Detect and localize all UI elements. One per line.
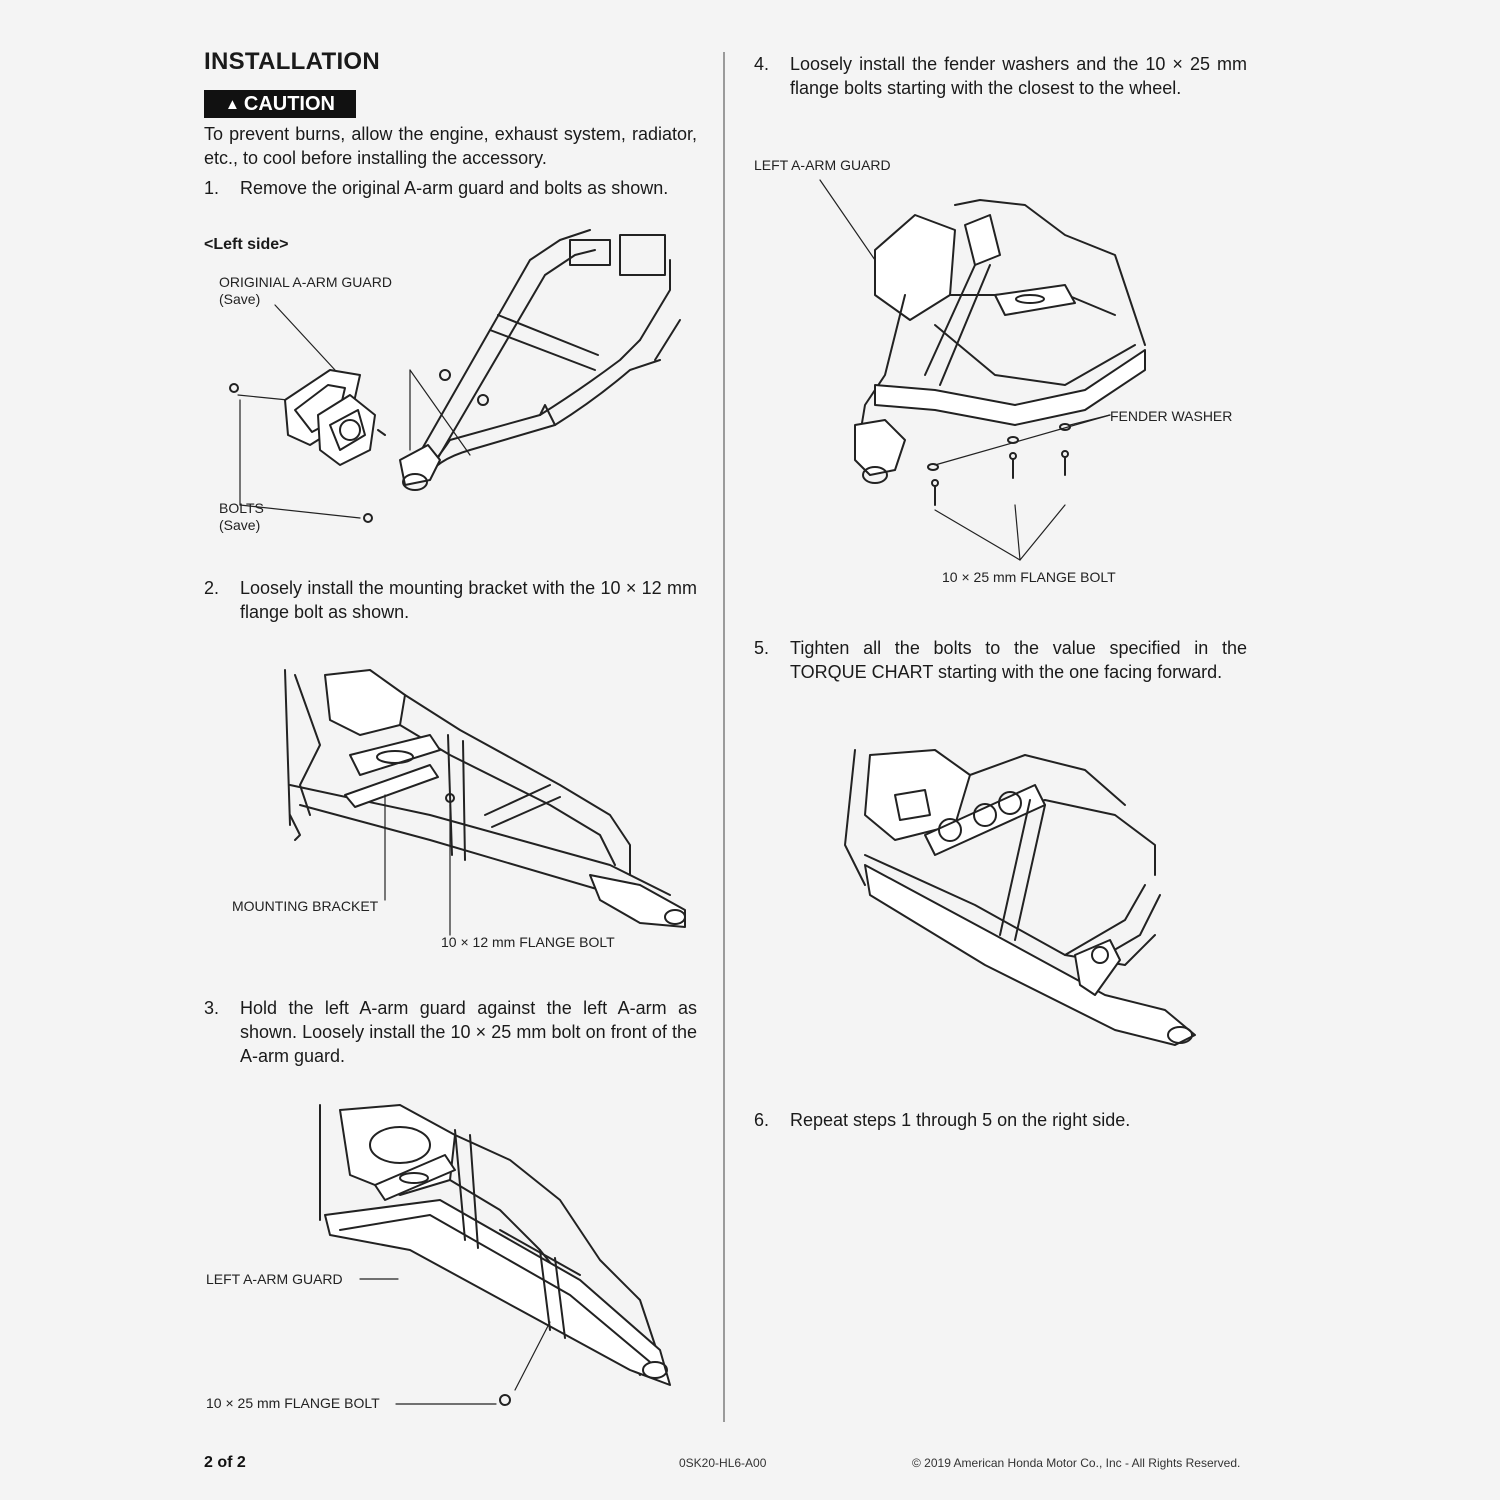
bolts-note: (Save) <box>219 517 261 533</box>
leader-line <box>396 1402 506 1406</box>
flange-bolt-25-label-fig3: 10 × 25 mm FLANGE BOLT <box>206 1395 380 1411</box>
caution-banner <box>204 90 356 118</box>
step-6 <box>754 1108 1247 1134</box>
step-3 <box>204 996 697 1072</box>
step-number: 5. <box>754 638 770 658</box>
step-number: 1. <box>204 178 220 198</box>
leader-line <box>360 1277 400 1281</box>
left-guard-label-fig3: LEFT A-ARM GUARD <box>206 1271 343 1287</box>
figure-mounting-bracket <box>230 665 700 965</box>
figure-fender-washers <box>815 175 1155 520</box>
figure-remove-guard <box>200 220 680 550</box>
step-text: Loosely install the mounting bracket with the 10 × 12 mm flange bolt as shown. <box>240 578 697 622</box>
flange-bolt-25-label-fig4: 10 × 25 mm FLANGE BOLT <box>942 569 1116 585</box>
step-text: Remove the original A-arm guard and bolts as shown. <box>240 178 669 198</box>
step-1 <box>204 176 697 226</box>
column-divider <box>723 52 725 1422</box>
step-number: 4. <box>754 54 770 74</box>
caution-text: To prevent burns, allow the engine, exhaust system, radiator, etc., to cool before installing the accessory. <box>204 124 697 168</box>
step-text: Hold the left A-arm guard against the left A-arm as shown. Loosely install the 10 × 25 mm bolt on front of the A-arm guard. <box>240 998 697 1066</box>
bolts-label: BOLTS <box>219 500 264 516</box>
figure-tighten-bolts <box>825 745 1205 1055</box>
step-text: Repeat steps 1 through 5 on the right side. <box>790 1110 1131 1130</box>
section-heading: INSTALLATION <box>204 48 381 75</box>
figure-left-guard <box>200 1100 680 1410</box>
step-number: 6. <box>754 1110 770 1130</box>
mounting-bracket-label: MOUNTING BRACKET <box>232 898 379 914</box>
original-guard-label: ORIGINIAL A-ARM GUARD <box>219 274 392 290</box>
step-number: 2. <box>204 578 220 598</box>
step-5 <box>754 636 1247 712</box>
step-text: Loosely install the fender washers and the 10 × 25 mm flange bolts starting with the closest to the wheel. <box>790 54 1247 98</box>
step-4 <box>754 52 1247 128</box>
step-2 <box>204 576 697 626</box>
bolt-leader-lines <box>920 500 1080 565</box>
fender-washer-label: FENDER WASHER <box>1110 408 1233 424</box>
page-number: 2 of 2 <box>204 1454 246 1471</box>
step-number: 3. <box>204 998 220 1018</box>
flange-bolt-12-label: 10 × 12 mm FLANGE BOLT <box>441 934 615 950</box>
left-guard-label-fig4: LEFT A-ARM GUARD <box>754 157 891 173</box>
step-text: Tighten all the bolts to the value specified in the TORQUE CHART starting with the one facing forward. <box>790 638 1247 682</box>
left-side-subhead: <Left side> <box>204 236 289 253</box>
caution-label: CAUTION <box>243 92 335 115</box>
original-guard-note: (Save) <box>219 291 261 307</box>
copyright-notice: © 2019 American Honda Motor Co., Inc - All Rights Reserved. <box>912 1456 1241 1470</box>
warning-triangle-icon: ▲ <box>225 95 240 113</box>
document-code: 0SK20-HL6-A00 <box>679 1456 767 1470</box>
